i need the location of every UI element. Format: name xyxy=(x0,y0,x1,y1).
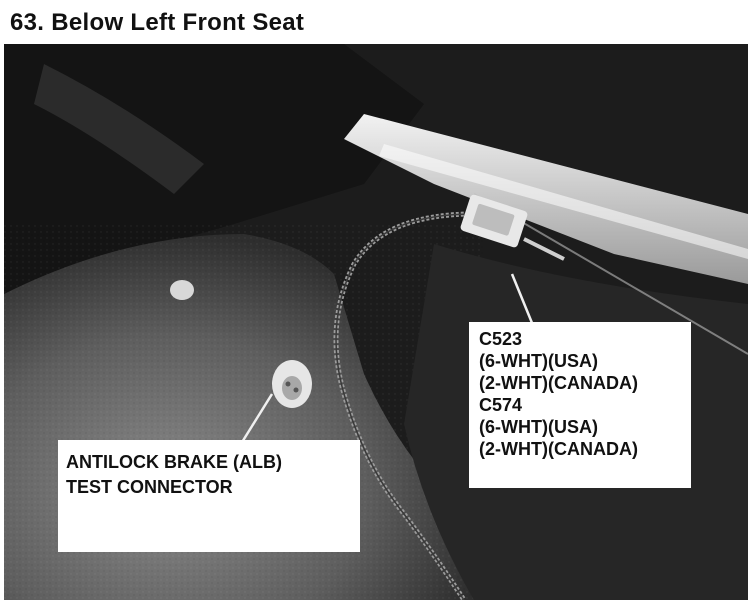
callout-line: (6-WHT)(USA) xyxy=(479,417,598,437)
callout-connector-c523-c574 xyxy=(469,322,691,488)
carpet-clip xyxy=(170,280,194,300)
callout-line: ANTILOCK BRAKE (ALB) xyxy=(66,452,282,472)
callout-line: (6-WHT)(USA) xyxy=(479,351,598,371)
callout-line: C574 xyxy=(479,395,523,415)
alb-test-connector xyxy=(272,360,312,408)
callout-alb-test-connector xyxy=(58,440,360,552)
page-title: 63. Below Left Front Seat xyxy=(10,9,305,36)
callout-line: (2-WHT)(CANADA) xyxy=(479,373,638,393)
callout-line: TEST CONNECTOR xyxy=(66,477,233,497)
callout-line: C523 xyxy=(479,329,523,349)
callout-line: (2-WHT)(CANADA) xyxy=(479,439,638,459)
